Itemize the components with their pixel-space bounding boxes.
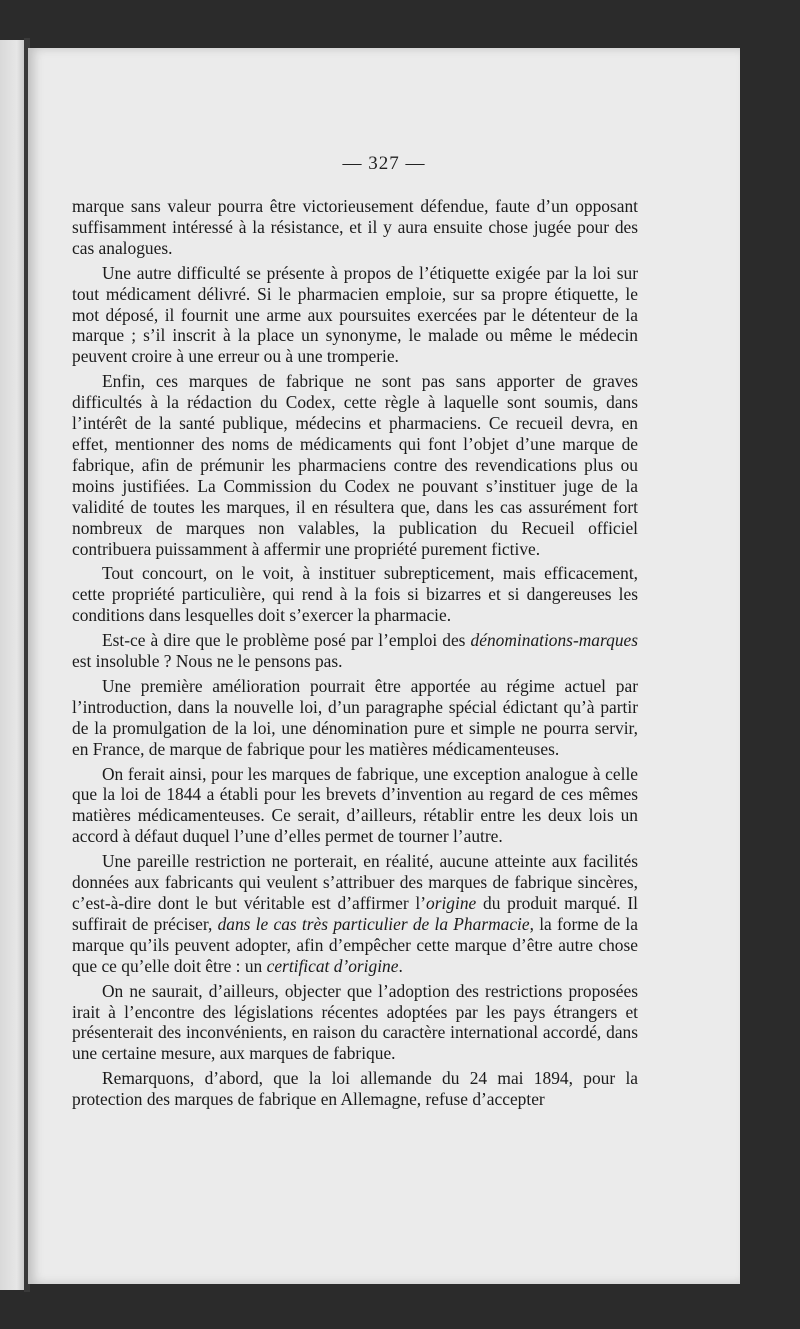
paragraph xyxy=(72,630,638,672)
text-run: marque sans valeur pourra être victorieusement défendue, faute d’un opposant suffisamment intéressé à la résistance, et il y aura ensuite chose jugée pour des cas analogues. xyxy=(72,196,638,258)
text-run: On ferait ainsi, pour les marques de fabrique, une exception analogue à celle que la loi de 1844 a établi pour les brevets d’invention au regard de ces mêmes matières médicamenteuses. Ce serait, d’ailleurs, rétablir entre les deux lois un accord à défaut duquel l’une d’elles permet de tourner l’autre. xyxy=(72,763,638,847)
paragraph xyxy=(72,676,638,760)
text-run: On ne saurait, d’ailleurs, objecter que l’adoption des restrictions proposées irait à l’encontre des législations récentes adoptées par les pays étrangers et présenterait des inconvénients, en raison du caractère international accordé, dans une certaine mesure, aux marques de fabrique. xyxy=(72,980,638,1064)
text-run: , la forme de la marque qu’ils peuvent adopter, afin d’empêcher cette marque d’être autre chose que ce qu’elle doit être : un xyxy=(72,913,638,976)
text-run: Une pareille restriction ne porterait, en réalité, aucune atteinte aux facilités données aux fabricants qui veulent s’attribuer des marques de fabrique sincères, c’est-à-dire dont le but véritable est d’affirmer l’ xyxy=(72,851,638,913)
paragraph xyxy=(72,371,638,559)
text-run: Une première amélioration pourrait être apportée au régime actuel par l’introduction, dans la nouvelle loi, d’un paragraphe spécial édictant qu’à partir de la promulgation de la loi, une dénomination pure et simple ne pourra servir, en France, de marque de fabrique pour les matières médicamenteuses. xyxy=(72,675,638,759)
italic-text: dénominations-marques xyxy=(470,630,638,651)
text-run: Une autre difficulté se présente à propos de l’étiquette exigée par la loi sur tout médicament délivré. Si le pharmacien emploie, sur sa propre étiquette, le mot déposé, il fournit une arme aux poursuites exercées par le détenteur de la marque ; s’il inscrit à la place un synonyme, le malade ou même le médecin peuvent croire à une erreur ou à une tromperie. xyxy=(72,262,638,367)
text-run: est insoluble ? Nous ne le pensons pas. xyxy=(72,651,343,672)
paragraph xyxy=(72,851,638,976)
text-run: . xyxy=(398,955,403,976)
paragraph xyxy=(72,263,638,368)
text-run: du produit marqué. Il suffirait de préciser, xyxy=(72,893,639,934)
italic-text: certificat d’origine xyxy=(266,955,399,976)
body-text xyxy=(72,196,638,1114)
paragraph xyxy=(72,1068,638,1110)
paragraph xyxy=(72,563,638,626)
paragraph xyxy=(72,196,638,259)
text-run: Tout concourt, on le voit, à instituer subrepticement, mais efficacement, cette propriété particulière, qui rend à la fois si bizarres et si dangereuses les conditions dans lesquelles doit s’exercer la pharmacie. xyxy=(72,563,638,626)
text-run: Est-ce à dire que le problème posé par l’emploi des xyxy=(102,630,471,651)
italic-text: origine xyxy=(426,893,477,913)
italic-text: dans le cas très particulier de la Pharmacie xyxy=(217,913,530,934)
paragraph xyxy=(72,764,638,848)
text-run: Enfin, ces marques de fabrique ne sont pas sans apporter de graves difficultés à la rédaction du Codex, cette règle à laquelle sont soumis, dans l’intérêt de la santé publique, médecins et pharmaciens. Ce recueil devra, en effet, mentionner des noms de médicaments qui font l’objet d’une marque de fabrique, afin de prémunir les pharmaciens contre des revendications plus ou moins justifiées. La Commission du Codex ne pouvant s’instituer juge de la validité de toutes les marques, il en résultera que, dans les cas assurément fort nombreux de marques non valables, la publication du Recueil officiel contribuera puissamment à affermir une propriété purement fictive. xyxy=(72,371,638,559)
paragraph xyxy=(72,981,638,1065)
book-page xyxy=(28,48,740,1284)
text-run: Remarquons, d’abord, que la loi allemande du 24 mai 1894, pour la protection des marques de fabrique en Allemagne, refuse d’accepter xyxy=(72,1068,638,1110)
page-number: — 327 — xyxy=(342,153,426,174)
